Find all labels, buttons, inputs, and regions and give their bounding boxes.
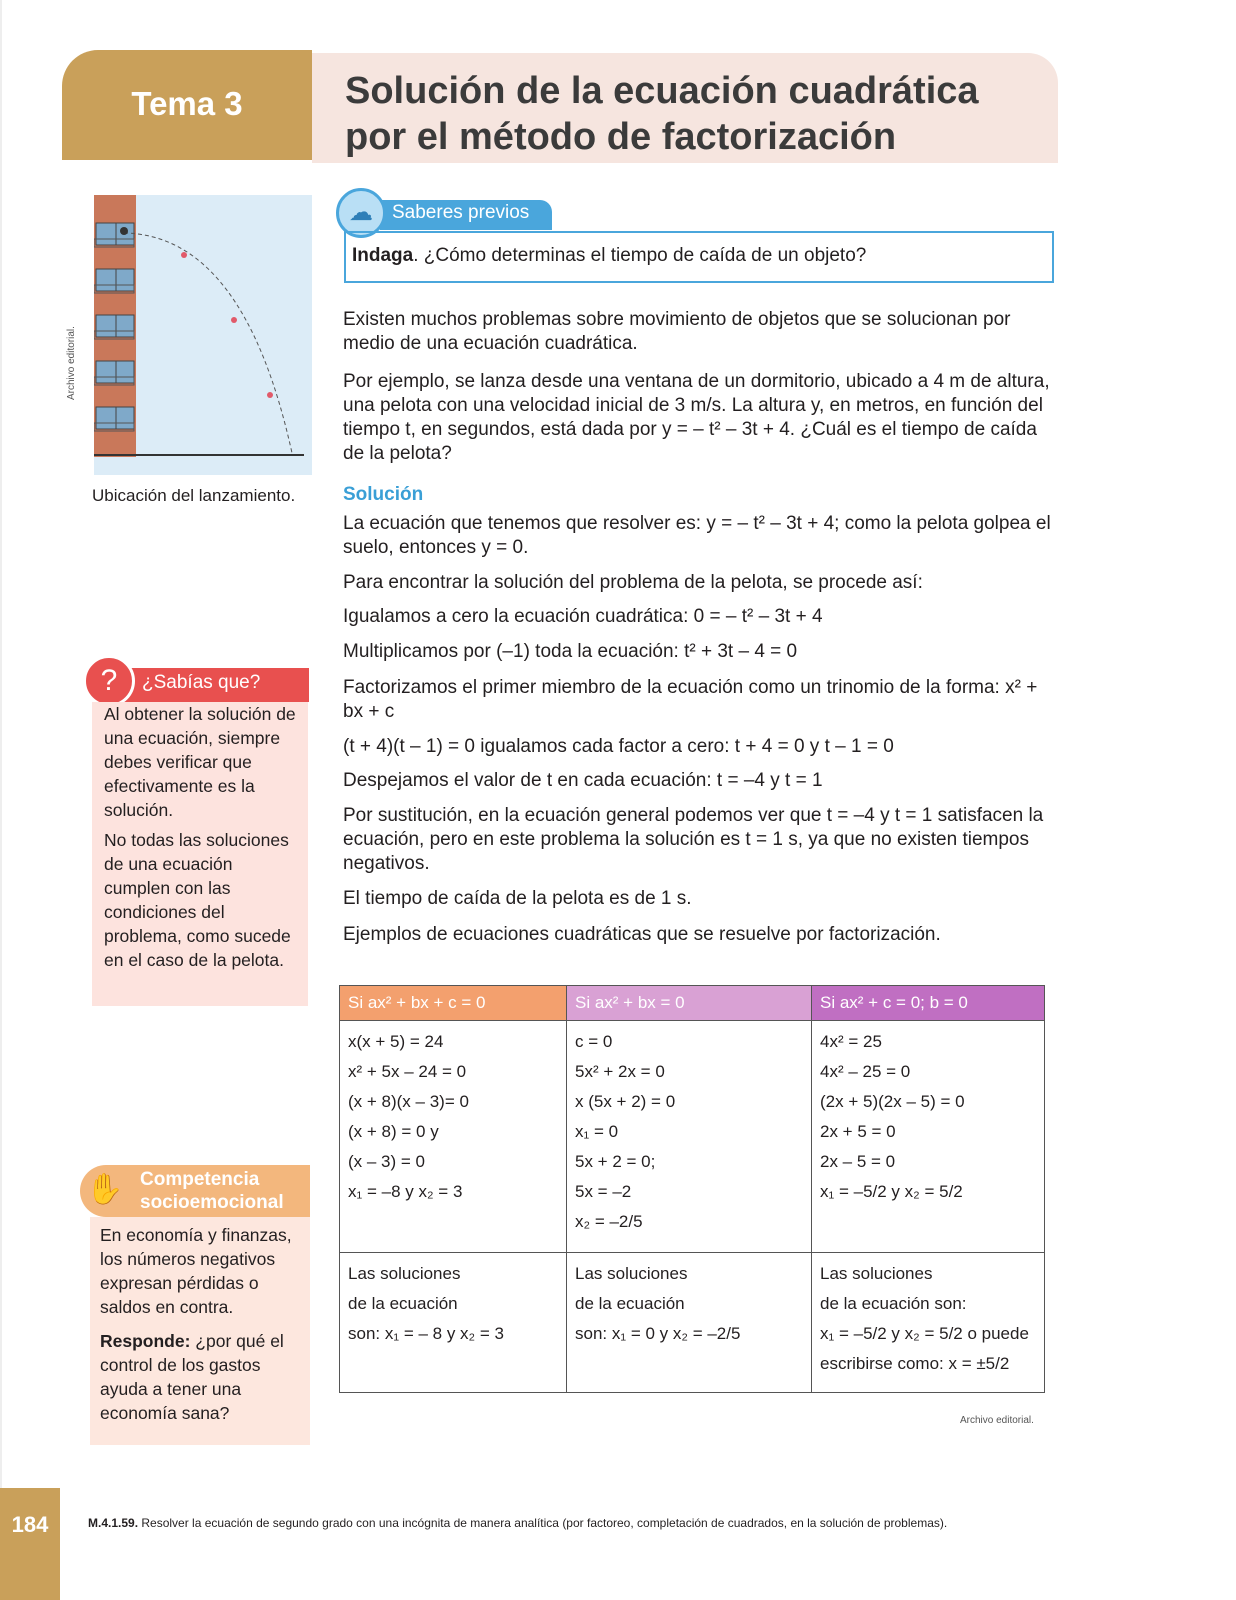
step-line: (x + 8)(x – 3)= 0 xyxy=(348,1092,469,1111)
indaga-question xyxy=(352,245,866,267)
page-edge xyxy=(0,0,2,1600)
paragraph-examples: Ejemplos de ecuaciones cuadráticas que se resuelve por factorización. xyxy=(343,924,941,945)
step-line: 2x + 5 = 0 xyxy=(820,1122,896,1141)
step-line: x₂ = –2/5 xyxy=(575,1212,643,1231)
saberes-label: Saberes previos xyxy=(392,202,530,223)
sabias-paragraph-1: Al obtener la solución de una ecuación, siempre debes verificar que efectivamente es la solución. xyxy=(104,704,296,820)
launch-illustration xyxy=(94,195,312,475)
competencia-title-line-2: socioemocional xyxy=(140,1192,284,1213)
responde-question: ¿por qué el control de los gastos ayuda a tener una economía sana? xyxy=(100,1331,284,1423)
step-line: c = 0 xyxy=(575,1032,613,1051)
solution-cell-3 xyxy=(812,1253,1045,1393)
solution-cell-1 xyxy=(340,1253,567,1393)
solution-line: Las soluciones xyxy=(575,1264,688,1283)
solucion-heading: Solución xyxy=(343,484,424,505)
table-header-general: Si ax² + bx + c = 0 xyxy=(340,986,567,1021)
paragraph-procedure: Para encontrar la solución del problema de la pelota, se procede así: xyxy=(343,572,923,593)
curriculum-text: Resolver la ecuación de segundo grado con una incógnita de manera analítica (por factoreo, completación de cuadrados, en la solución de problemas). xyxy=(138,1516,948,1530)
solution-line: son: x₁ = 0 y x₂ = –2/5 xyxy=(575,1324,741,1343)
paragraph-result: El tiempo de caída de la pelota es de 1 s. xyxy=(343,888,692,909)
title-line-2: por el método de factorización xyxy=(345,116,897,158)
step-line: x² + 5x – 24 = 0 xyxy=(348,1062,467,1081)
competencia-paragraph-2 xyxy=(100,1329,305,1425)
curriculum-code: M.4.1.59. xyxy=(88,1516,139,1530)
competencia-title-line-1: Competencia xyxy=(140,1169,260,1190)
step-line: x₁ = –5/2 y x₂ = 5/2 xyxy=(820,1182,963,1201)
steps-cell-2 xyxy=(567,1021,812,1253)
competencia-title xyxy=(140,1168,284,1214)
table-header-no-c: Si ax² + bx = 0 xyxy=(567,986,812,1021)
paragraph-substitution: Por sustitución, en la ecuación general podemos ver que t = –4 y t = 1 satisfacen la ecuación, pero en este problema la solución es t = 1 s, ya que no existen tiempos negativos. xyxy=(343,805,1044,874)
step-line: 5x + 2 = 0; xyxy=(575,1152,656,1171)
step-line: x₁ = –8 y x₂ = 3 xyxy=(348,1182,463,1201)
step-equal-zero: Igualamos a cero la ecuación cuadrática: 0 = – t² – 3t + 4 xyxy=(343,606,823,627)
sabias-box xyxy=(92,702,308,1006)
step-line: 4x² – 25 = 0 xyxy=(820,1062,911,1081)
handshake-icon: ✋ xyxy=(86,1173,124,1206)
step-factors: (t + 4)(t – 1) = 0 igualamos cada factor a cero: t + 4 = 0 y t – 1 = 0 xyxy=(343,736,894,757)
table-row-steps xyxy=(340,1021,1045,1253)
step-line: 2x – 5 = 0 xyxy=(820,1152,896,1171)
step-line: x (5x + 2) = 0 xyxy=(575,1092,676,1111)
title-line-1: Solución de la ecuación cuadrática xyxy=(345,70,979,112)
competencia-paragraph-1: En economía y finanzas, los números negativos expresan pérdidas o saldos en contra. xyxy=(100,1225,292,1317)
step-solve: Despejamos el valor de t en cada ecuación: t = –4 y t = 1 xyxy=(343,770,823,791)
steps-cell-1 xyxy=(340,1021,567,1253)
competencia-box xyxy=(90,1217,310,1445)
step-line: 4x² = 25 xyxy=(820,1032,882,1051)
step-multiply: Multiplicamos por (–1) toda la ecuación: t² + 3t – 4 = 0 xyxy=(343,641,798,662)
question-mark-icon: ? xyxy=(83,655,135,707)
step-factorize: Factorizamos el primer miembro de la ecuación como un trinomio de la forma: x² + bx + c xyxy=(343,677,1038,722)
step-line: (2x + 5)(2x – 5) = 0 xyxy=(820,1092,965,1111)
solution-line: Las soluciones xyxy=(820,1264,933,1283)
solution-line: de la ecuación xyxy=(348,1294,458,1313)
tema-label: Tema 3 xyxy=(131,85,243,122)
table-row-solutions xyxy=(340,1253,1045,1393)
brain-icon: ☁ xyxy=(336,188,386,238)
steps-cell-3 xyxy=(812,1021,1045,1253)
step-line: x(x + 5) = 24 xyxy=(348,1032,444,1051)
sabias-title: ¿Sabías que? xyxy=(142,672,261,693)
step-line: 5x = –2 xyxy=(575,1182,632,1201)
solution-line: escribirse como: x = ±5/2 xyxy=(820,1354,1010,1373)
examples-table xyxy=(339,985,1045,1393)
building-ball-trajectory-image xyxy=(94,195,312,475)
indaga-text: . ¿Cómo determinas el tiempo de caída de un objeto? xyxy=(413,245,867,266)
curriculum-note xyxy=(88,1516,1088,1530)
solution-line: de la ecuación son: xyxy=(820,1294,967,1313)
indaga-label: Indaga xyxy=(352,245,414,266)
image-credit: Archivo editorial. xyxy=(66,326,77,400)
solution-line: x₁ = –5/2 y x₂ = 5/2 o puede xyxy=(820,1324,1029,1343)
step-line: (x + 8) = 0 y xyxy=(348,1122,439,1141)
responde-label: Responde: xyxy=(100,1331,191,1351)
page-number-tab xyxy=(0,1488,60,1600)
step-line: 5x² + 2x = 0 xyxy=(575,1062,665,1081)
solution-line: Las soluciones xyxy=(348,1264,461,1283)
page-title xyxy=(345,68,1045,160)
step-line: (x – 3) = 0 xyxy=(348,1152,426,1171)
step-line: x₁ = 0 xyxy=(575,1122,619,1141)
table-credit: Archivo editorial. xyxy=(960,1415,1034,1426)
table-header-no-b: Si ax² + c = 0; b = 0 xyxy=(812,986,1045,1021)
sabias-paragraph-2: No todas las soluciones de una ecuación cumplen con las condiciones del problema, como sucede en el caso de la pelota. xyxy=(104,830,291,970)
paragraph-example: Por ejemplo, se lanza desde una ventana de un dormitorio, ubicado a 4 m de altura, una pelota con una velocidad inicial de 3 m/s. La altura y, en metros, en función del tiempo t, en segundos, está dada por y = – t² – 3t + 4. ¿Cuál es el tiempo de caída de la pelota? xyxy=(343,371,1050,464)
paragraph-equation: La ecuación que tenemos que resolver es: y = – t² – 3t + 4; como la pelota golpea el suelo, entonces y = 0. xyxy=(343,513,1051,558)
solution-cell-2 xyxy=(567,1253,812,1393)
solution-line: son: x₁ = – 8 y x₂ = 3 xyxy=(348,1324,504,1343)
page-number: 184 xyxy=(11,1512,49,1537)
solution-line: de la ecuación xyxy=(575,1294,685,1313)
paragraph-intro: Existen muchos problemas sobre movimiento de objetos que se solucionan por medio de una ecuación cuadrática. xyxy=(343,309,1011,354)
table-header-row xyxy=(340,986,1045,1021)
image-caption: Ubicación del lanzamiento. xyxy=(92,486,296,505)
